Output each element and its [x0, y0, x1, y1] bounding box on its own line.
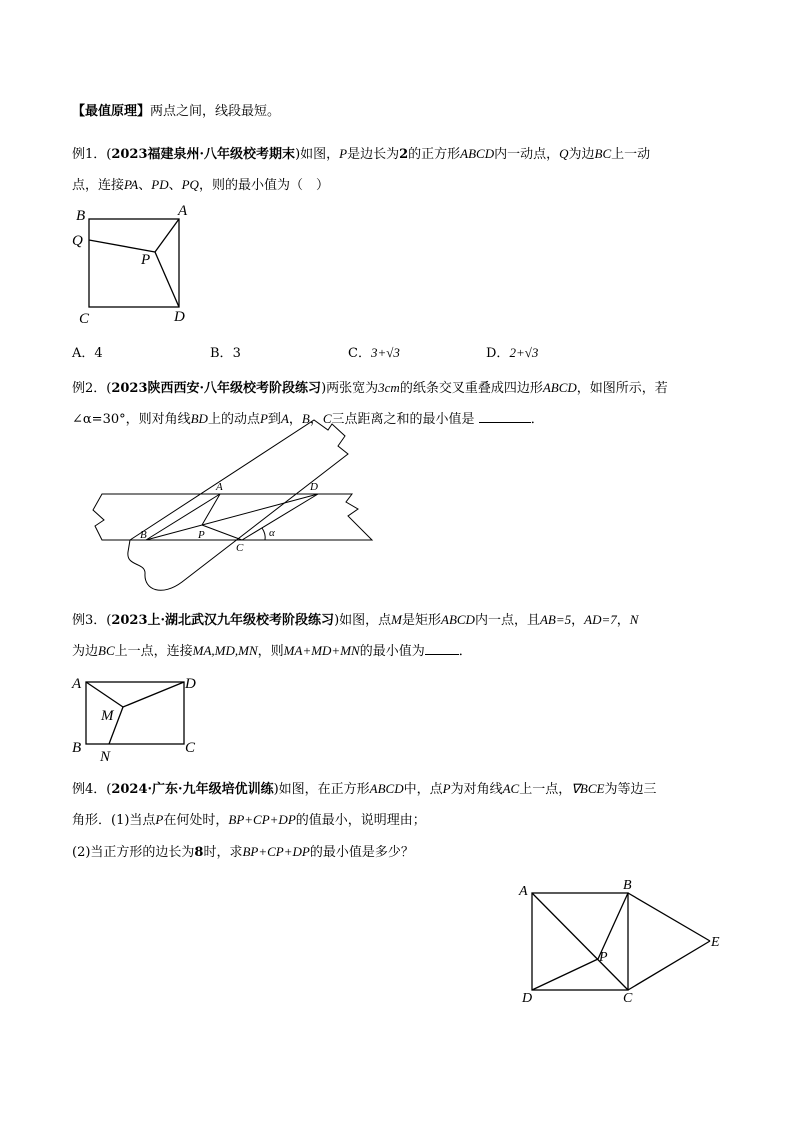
- ex4-line2: [72, 811, 426, 830]
- ex3-answer-blank[interactable]: [425, 642, 459, 655]
- ex1-text: 内一动点，: [494, 147, 560, 162]
- ex1-var: PQ: [181, 177, 199, 192]
- ex4-text: 为对角线: [450, 782, 503, 797]
- option-value: 4: [94, 346, 103, 361]
- ex2-segment-ab: [146, 494, 220, 540]
- ex4-label-e: E: [711, 935, 720, 950]
- ex4-var: AC: [502, 781, 520, 796]
- principle-line: [72, 103, 280, 121]
- ex2-width: 3cm: [378, 380, 400, 395]
- ex1-var: Q: [559, 146, 569, 161]
- option-label: C．: [348, 346, 371, 361]
- ex2-figure: [90, 412, 380, 597]
- ex3-var: ABCD: [441, 612, 475, 627]
- ex4-var: P: [442, 781, 451, 796]
- ex2-answer-blank[interactable]: [479, 410, 531, 423]
- ex2-slanted-strip: [128, 420, 348, 590]
- ex1-label-q: Q: [72, 233, 83, 249]
- ex1-segment-pd: [155, 252, 179, 307]
- ex3-eq: AB=5: [539, 612, 572, 627]
- ex1-option-a[interactable]: [72, 342, 103, 361]
- ex3-text: ．: [458, 644, 472, 659]
- ex1-label-c: C: [79, 311, 90, 327]
- principle-tag: 【最值原理】: [72, 104, 151, 119]
- ex4-figure: [510, 875, 730, 1005]
- ex2-text: ∠α=30°，则对角线: [72, 412, 191, 427]
- ex2-label-d: D: [310, 481, 318, 493]
- ex2-text: )两张宽为: [321, 381, 379, 396]
- ex4-label-p: P: [599, 950, 608, 965]
- ex1-text: 、: [138, 178, 152, 193]
- ex2-var: A: [280, 411, 289, 426]
- ex1-segment-pa: [155, 219, 179, 252]
- ex4-text: )如图，在正方形: [273, 782, 370, 797]
- ex2-label-alpha: α: [269, 527, 275, 539]
- ex3-text: )如图，点: [334, 613, 392, 628]
- ex2-number: 例2．(: [72, 381, 112, 396]
- ex1-source: 2023福建泉州·八年级校考期末: [111, 147, 296, 162]
- option-value: 2+√3: [509, 345, 539, 360]
- ex1-text: 上一动: [611, 147, 651, 162]
- ex2-segment-pc: [202, 525, 242, 540]
- ex4-text: 上一点，: [519, 782, 572, 797]
- ex1-text: 、: [168, 178, 182, 193]
- ex1-label-p: P: [141, 252, 151, 268]
- ex3-text: 内一点，且: [474, 613, 540, 628]
- ex2-label-a: A: [216, 481, 223, 493]
- ex3-label-d: D: [185, 676, 196, 692]
- ex4-label-d: D: [522, 991, 533, 1005]
- ex2-text: 的纸条交叉重叠成四边形: [399, 381, 543, 396]
- ex1-label-d: D: [174, 309, 185, 325]
- ex4-text: 的最小值是多少？: [309, 845, 414, 860]
- ex4-source: 2024·广东·九年级培优训练: [111, 782, 274, 797]
- ex3-var: N: [629, 612, 639, 627]
- ex1-var: BC: [594, 146, 612, 161]
- ex3-text: 是矩形: [401, 613, 441, 628]
- ex1-line1: [72, 145, 650, 164]
- ex3-sum: MA+MD+MN: [283, 643, 360, 658]
- ex4-text: 角形．(1)当点: [72, 813, 156, 828]
- ex4-text: 在何处时，: [163, 813, 229, 828]
- option-label: D．: [486, 346, 510, 361]
- ex3-segment-md: [123, 682, 184, 707]
- ex3-text: ，: [616, 613, 630, 628]
- ex3-segment-ma: [86, 682, 123, 707]
- ex3-eq: AD=7: [584, 612, 617, 627]
- ex2-text: ，如图所示，若: [576, 381, 668, 396]
- ex2-var: ABCD: [542, 380, 577, 395]
- ex2-var: P: [259, 411, 268, 426]
- ex4-var: ABCD: [369, 781, 404, 796]
- ex2-text: 上的动点: [207, 412, 260, 427]
- ex1-text: 的正方形: [408, 147, 461, 162]
- ex1-option-d[interactable]: [486, 342, 538, 361]
- ex3-number: 例3．(: [72, 613, 112, 628]
- ex3-text: 为边: [72, 644, 99, 659]
- ex1-segment-pq: [89, 240, 155, 252]
- ex4-text: 为等边三: [604, 782, 657, 797]
- ex1-label-a: A: [178, 203, 188, 219]
- ex2-var: BD: [190, 411, 208, 426]
- ex4-diagonal-ac: [532, 893, 628, 990]
- ex2-text: 到: [267, 412, 281, 427]
- ex3-text: 的最小值为: [359, 644, 425, 659]
- ex4-segment-be: [628, 893, 710, 941]
- ex4-triangle: ∇BCE: [571, 781, 605, 796]
- option-value: 3+√3: [370, 345, 400, 360]
- ex4-text: 的值最小，说明理由；: [295, 813, 426, 828]
- ex1-text: ，则的最小值为（ ）: [198, 178, 329, 193]
- ex4-line1: [72, 780, 657, 799]
- ex3-label-c: C: [185, 740, 196, 756]
- ex3-text: ，: [571, 613, 585, 628]
- principle-text: 两点之间，线段最短。: [150, 104, 281, 119]
- ex4-label-a: A: [519, 884, 528, 899]
- ex2-text: ，: [288, 412, 302, 427]
- ex2-segment-cd: [242, 494, 318, 540]
- ex4-segment-ce: [628, 941, 710, 990]
- ex2-diagonal-bd: [146, 494, 318, 540]
- ex3-line2: [72, 642, 472, 661]
- option-value: 3: [232, 346, 241, 361]
- ex1-square: [89, 219, 179, 307]
- ex4-label-c: C: [623, 991, 633, 1005]
- ex4-text: 时，求: [203, 845, 243, 860]
- ex1-number-value: 2: [399, 147, 409, 162]
- ex2-text: 三点距离之和的最小值是: [331, 412, 475, 427]
- ex1-text: 为边: [568, 147, 595, 162]
- ex2-source: 2023陕西西安·八年级校考阶段练习: [111, 381, 322, 396]
- ex2-text: ．: [530, 412, 544, 427]
- ex2-angle-arc: [262, 528, 265, 540]
- ex3-text: 上一点，连接: [114, 644, 193, 659]
- ex3-var: M: [391, 612, 402, 627]
- ex4-number: 例4．(: [72, 782, 112, 797]
- ex2-text: ，: [309, 412, 323, 427]
- ex2-segment-pa: [202, 494, 220, 525]
- ex1-figure: [68, 198, 198, 328]
- ex3-line1: [72, 611, 638, 630]
- ex1-text: )如图，: [295, 147, 340, 162]
- ex1-var: PA: [124, 177, 139, 192]
- ex1-var: ABCD: [460, 146, 495, 161]
- ex3-label-n: N: [100, 749, 111, 762]
- ex3-label-a: A: [72, 676, 82, 692]
- ex4-text: (2)当正方形的边长为: [72, 845, 195, 860]
- ex3-figure: [68, 670, 208, 762]
- ex1-var: PD: [151, 177, 169, 192]
- ex1-label-b: B: [76, 208, 86, 224]
- ex1-text: 点，连接: [72, 178, 125, 193]
- option-label: A．: [72, 346, 95, 361]
- ex3-source: 2023上·湖北武汉九年级校考阶段练习: [111, 613, 335, 628]
- ex2-label-b: B: [140, 529, 147, 541]
- ex4-side: 8: [194, 845, 204, 860]
- ex2-line1: [72, 379, 668, 398]
- ex2-var: B: [301, 411, 310, 426]
- ex1-line2: [72, 176, 329, 195]
- ex4-expr: BP+CP+DP: [228, 812, 296, 827]
- ex1-option-b[interactable]: [210, 342, 241, 361]
- ex3-segs: MA,MD,MN: [192, 643, 258, 658]
- ex1-var: P: [339, 146, 348, 161]
- ex4-line3: [72, 843, 414, 862]
- ex2-label-p: P: [198, 529, 205, 541]
- ex4-var: P: [155, 812, 164, 827]
- ex4-segment-dp: [532, 959, 598, 990]
- ex4-label-b: B: [623, 878, 632, 893]
- ex1-option-c[interactable]: [348, 342, 400, 361]
- ex4-text: 中，点: [403, 782, 443, 797]
- ex1-number: 例1．(: [72, 147, 112, 162]
- ex1-text: 是边长为: [347, 147, 400, 162]
- ex3-var: BC: [98, 643, 115, 658]
- ex3-label-b: B: [72, 740, 82, 756]
- ex4-expr: BP+CP+DP: [242, 844, 310, 859]
- ex2-var: C: [322, 411, 332, 426]
- ex2-label-c: C: [236, 542, 244, 554]
- option-label: B．: [210, 346, 233, 361]
- ex3-text: ，则: [257, 644, 284, 659]
- ex3-label-m: M: [101, 708, 114, 724]
